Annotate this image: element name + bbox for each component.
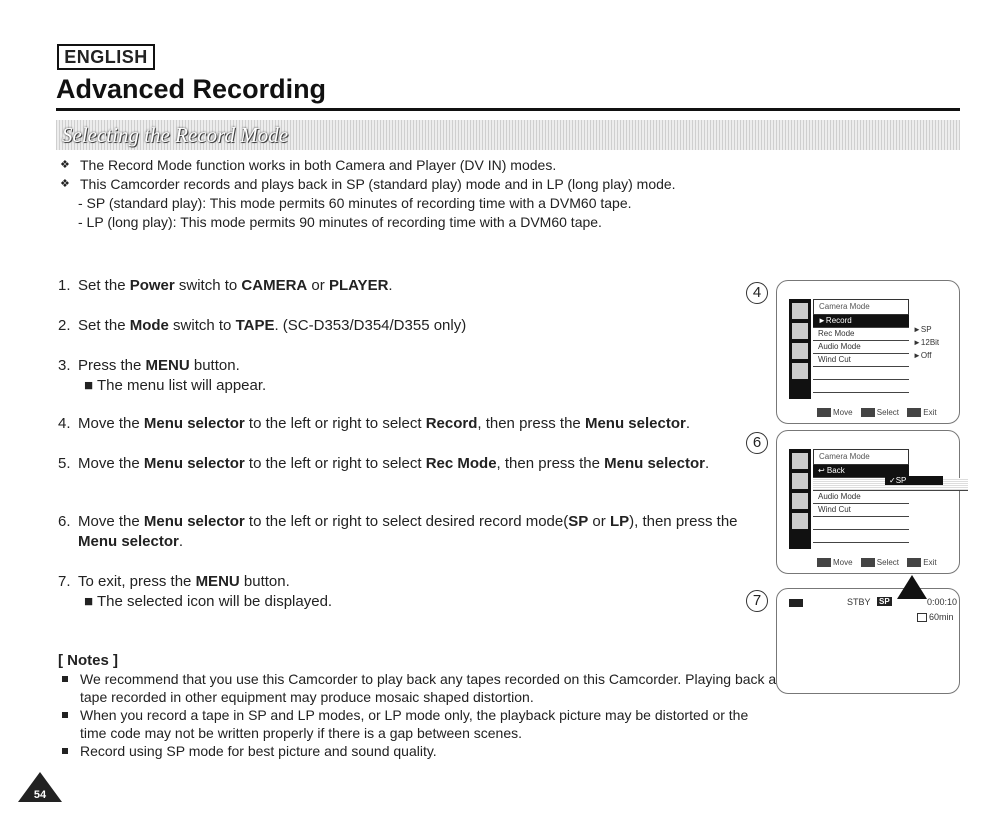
step-number: 2. <box>58 317 71 334</box>
menu-item: Wind Cut <box>813 504 909 517</box>
audio-icon <box>792 493 808 509</box>
step-text-run: Set the <box>78 317 130 334</box>
triangle-icon <box>16 770 64 804</box>
step-text-run: ), then press the <box>629 513 738 530</box>
record-icon <box>792 323 808 339</box>
camera-icon <box>792 303 808 319</box>
menu-item-empty <box>813 530 909 543</box>
menu-item-empty <box>813 367 909 380</box>
intro-sub: - SP (standard play): This mode permits 60 minutes of recording time with a DVM60 tape. <box>78 195 632 211</box>
step-text-run: , then press the <box>477 415 585 432</box>
step-keyword: TAPE <box>235 317 275 334</box>
step-text <box>78 316 738 336</box>
step-text-run: Move the <box>78 415 144 432</box>
step-text-run: to the left or right to select desired record mode( <box>244 513 569 530</box>
step-keyword: Menu selector <box>604 455 705 472</box>
menu-list <box>813 449 909 543</box>
intro <box>58 156 778 232</box>
step-keyword: Menu selector <box>143 455 245 472</box>
step-number: 6. <box>58 513 71 530</box>
menu-sidebar <box>789 449 811 549</box>
step-number: 1. <box>58 277 71 294</box>
menu-icon <box>907 408 921 417</box>
step-text-run: to the left or right to select <box>244 415 426 432</box>
step-text-run: . <box>685 415 690 432</box>
remaining-time: 60min <box>929 612 954 622</box>
tape-icon <box>917 613 927 622</box>
step-text-run: . (SC-D353/D354/D355 only) <box>274 317 467 334</box>
step-keyword: PLAYER <box>328 277 389 294</box>
menu-icon <box>907 558 921 567</box>
settings-icon <box>792 513 808 529</box>
menu-value: ►Off <box>913 351 932 360</box>
title-rule <box>56 108 960 111</box>
status-text: STBY <box>847 597 871 607</box>
step-text-run: Press the <box>78 357 146 374</box>
menu-value: ►SP <box>913 325 932 334</box>
audio-icon <box>792 343 808 359</box>
menu-option-selected: ✓SP <box>885 476 943 485</box>
menu-screen-4 <box>776 280 960 424</box>
step-text-run: . <box>388 277 393 294</box>
step-subnote: ■ The menu list will appear. <box>84 377 267 394</box>
notes-heading: [ Notes ] <box>58 652 118 669</box>
step-text <box>78 414 738 434</box>
battery-icon <box>789 599 803 607</box>
step-text-run: or <box>307 277 329 294</box>
select-icon <box>861 408 875 417</box>
intro-sub: - LP (long play): This mode permits 90 minutes of recording time with a DVM60 tape. <box>78 214 602 230</box>
step-number: 3. <box>58 357 71 374</box>
step-text-run: Set the <box>78 277 130 294</box>
step-keyword: SP <box>568 513 589 530</box>
figure-number: 6 <box>746 432 768 454</box>
note-item: Record using SP mode for best picture and sound quality. <box>58 742 778 760</box>
step-keyword: MENU <box>145 357 190 374</box>
step-keyword: Menu selector <box>143 415 245 432</box>
menu-item-selected: ►Record <box>813 315 909 328</box>
move-icon <box>817 408 831 417</box>
settings-icon <box>792 363 808 379</box>
step-keyword: MENU <box>195 573 240 590</box>
step-text-run: switch to <box>174 277 242 294</box>
pointer-arrow-icon <box>897 575 927 601</box>
note-item: We recommend that you use this Camcorder to play back any tapes recorded on this Camcorder. Playing back a tape recorded in other equipment may produce mosaic shaped distortion. <box>58 670 778 706</box>
step-text-run: Move the <box>78 513 144 530</box>
step-keyword: Record <box>425 415 478 432</box>
sp-mode-icon: SP <box>879 597 890 606</box>
menu-title: Camera Mode <box>813 299 909 315</box>
step-keyword: Menu selector <box>584 415 686 432</box>
page-title: Advanced Recording <box>56 74 327 104</box>
footer-move: Move <box>833 407 853 417</box>
step-keyword: Power <box>129 277 175 294</box>
page-number: 54 <box>33 789 47 801</box>
footer-exit: Exit <box>923 557 937 567</box>
menu-footer <box>811 558 937 567</box>
footer-select: Select <box>876 557 900 567</box>
step-text-run: to the left or right to select <box>244 455 426 472</box>
step-keyword: Menu selector <box>78 533 179 550</box>
record-icon <box>792 473 808 489</box>
step-text <box>78 572 738 612</box>
menu-item: Wind Cut <box>813 354 909 367</box>
section-title: Selecting the Record Mode <box>62 123 289 147</box>
step-keyword: Rec Mode <box>425 455 497 472</box>
menu-footer <box>811 408 937 417</box>
step-number: 7. <box>58 573 71 590</box>
step-text-run: or <box>588 513 610 530</box>
step-text-run: button. <box>189 357 240 374</box>
intro-bullet: ❖ The Record Mode function works in both Camera and Player (DV IN) modes. <box>58 156 778 175</box>
menu-value: ►12Bit <box>913 338 940 347</box>
notes <box>58 652 778 760</box>
step-text-run: . <box>178 533 184 550</box>
step-keyword: CAMERA <box>241 277 308 294</box>
intro-bullet: ❖ This Camcorder records and plays back in SP (standard play) mode and in LP (long play) mode. <box>58 175 778 194</box>
footer-move: Move <box>833 557 853 567</box>
menu-item-selected: ↩ Back <box>813 465 909 478</box>
note-item: When you record a tape in SP and LP modes, or LP mode only, the playback picture may be distorted or the time code may not be written properly if there is a gap between scenes. <box>58 706 778 742</box>
step-text <box>78 276 738 296</box>
menu-item-empty <box>813 380 909 393</box>
footer-exit: Exit <box>923 407 937 417</box>
footer-select: Select <box>876 407 900 417</box>
step-text <box>78 454 738 474</box>
menu-item-empty <box>813 517 909 530</box>
step-text-run: button. <box>239 573 290 590</box>
step-keyword: LP <box>609 513 630 530</box>
menu-title: Camera Mode <box>813 449 909 465</box>
section-banner <box>56 120 960 150</box>
menu-item: Audio Mode <box>813 491 909 504</box>
step-keyword: Mode <box>129 317 169 334</box>
step-text-run: switch to <box>168 317 236 334</box>
display-screen-7 <box>776 588 960 694</box>
timecode: 0:00:10 <box>927 597 958 607</box>
select-icon <box>861 558 875 567</box>
step-text-run: To exit, press the <box>78 573 196 590</box>
menu-screen-6 <box>776 430 960 574</box>
page-number-badge <box>16 770 64 804</box>
figure-number: 7 <box>746 590 768 612</box>
camera-icon <box>792 453 808 469</box>
language-label: ENGLISH <box>57 44 155 70</box>
figure-number: 4 <box>746 282 768 304</box>
step-text <box>78 356 738 396</box>
step-text <box>78 512 738 552</box>
step-keyword: Menu selector <box>143 513 245 530</box>
menu-sidebar <box>789 299 811 399</box>
step-text-run: . <box>705 455 710 472</box>
step-number: 4. <box>58 415 71 432</box>
menu-item: Rec Mode <box>813 328 909 341</box>
menu-item: Audio Mode <box>813 341 909 354</box>
menu-list <box>813 299 909 393</box>
step-number: 5. <box>58 455 71 472</box>
step-text-run: Move the <box>78 455 144 472</box>
step-text-run: , then press the <box>496 455 605 472</box>
move-icon <box>817 558 831 567</box>
step-subnote: ■ The selected icon will be displayed. <box>84 593 333 610</box>
